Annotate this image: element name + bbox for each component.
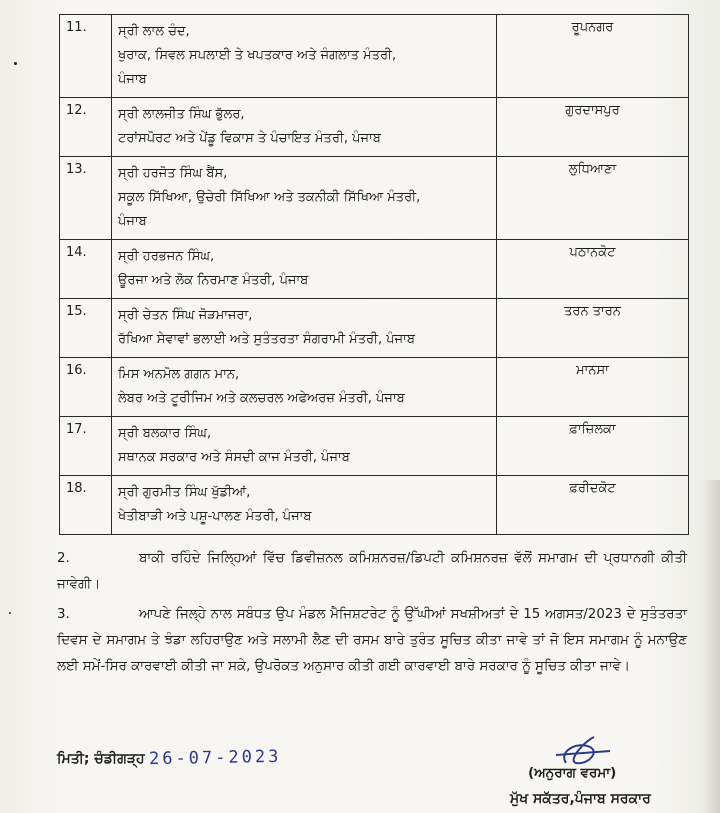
serial-number: 16. bbox=[60, 358, 112, 417]
date-label: ਮਿਤੀ; ਚੰਡੀਗੜ੍ਹ bbox=[57, 751, 145, 767]
official-portfolio: ਖੇਤੀਬਾੜੀ ਅਤੇ ਪਸ਼ੂ-ਪਾਲਣ ਮੰਤਰੀ, ਪੰਜਾਬ bbox=[118, 509, 312, 524]
official-cell bbox=[112, 299, 497, 358]
table-row bbox=[60, 417, 689, 476]
serial-number: 17. bbox=[60, 417, 112, 476]
official-name: ਸ੍ਰੀ ਹਰਭਜਨ ਸਿੰਘ, bbox=[118, 249, 215, 264]
district-name: ਰੂਪਨਗਰ bbox=[497, 15, 689, 98]
table-row bbox=[60, 98, 689, 157]
date-line bbox=[57, 748, 282, 768]
serial-number: 13. bbox=[60, 157, 112, 240]
handwritten-date: 26-07-2023 bbox=[149, 746, 283, 770]
signatory-title: ਮੁੱਖ ਸਕੱਤਰ,ਪੰਜਾਬ ਸਰਕਾਰ bbox=[510, 791, 651, 807]
serial-number: 15. bbox=[60, 299, 112, 358]
district-name: ਫ਼ਰੀਦਕੋਟ bbox=[497, 476, 689, 535]
official-portfolio: ਟਰਾਂਸਪੋਰਟ ਅਤੇ ਪੇਂਡੂ ਵਿਕਾਸ ਤੇ ਪੰਚਾਇਤ ਮੰਤਰੀ, ਪੰਜਾਬ bbox=[118, 131, 381, 146]
official-cell bbox=[112, 15, 497, 98]
scan-speck bbox=[14, 62, 17, 65]
official-portfolio: ਲੇਬਰ ਅਤੇ ਟੂਰੀਜਿਮ ਅਤੇ ਕਲਚਰਲ ਅਫੇਅਰਜ਼ ਮੰਤਰੀ, ਪੰਜਾਬ bbox=[118, 391, 405, 406]
official-name: ਮਿਸ ਅਨਮੋਲ ਗਗਨ ਮਾਨ, bbox=[118, 367, 240, 382]
serial-number: 18. bbox=[60, 476, 112, 535]
official-name: ਸ੍ਰੀ ਗੁਰਮੀਤ ਸਿੰਘ ਖੁੱਡੀਆਂ, bbox=[118, 485, 251, 500]
serial-number: 11. bbox=[60, 15, 112, 98]
paragraph-text: ਆਪਣੇ ਜਿਲ੍ਹੇ ਨਾਲ ਸਬੰਧਤ ਉਪ ਮੰਡਲ ਮੈਜਿਸ਼ਟਰੇਟ ਨੂੰ ਉੱਘੀਆਂ ਸਖਸ਼ੀਅਤਾਂ ਦੇ 15 ਅਗਸਤ/2023 ਦੇ ਸੁਤੰਤਰਤਾ ਦਿਵਸ ਦੇ ਸਮਾਗਮ ਤੇ ਝੰਡਾ ਲਹਿਰਾਉਣ ਅਤੇ ਸਲਾਮੀ ਲੈਣ ਦੀ ਰਸਮ ਬਾਰੇ ਤੁਰੰਤ ਸੂਚਿਤ ਕੀਤਾ ਜਾਵੇ ਤਾਂ ਜੋ ਇਸ ਸਮਾਗਮ ਨੂੰ ਮਨਾਉਣ ਲਈ ਸਮੇਂ-ਸਿਰ ਕਾਰਵਾਈ ਕੀਤੀ ਜਾ ਸਕੇ, ਉਪਰੋਕਤ ਅਨੁਸਾਰ ਕੀਤੀ ਗਈ ਕਾਰਵਾਈ ਬਾਰੇ ਸਰਕਾਰ ਨੂੰ ਸੂਚਿਤ ਕੀਤਾ ਜਾਵੇ। bbox=[57, 607, 687, 674]
page-edge-shadow bbox=[702, 480, 720, 813]
district-name: ਗੁਰਦਾਸਪੁਰ bbox=[497, 98, 689, 157]
official-portfolio: ਊਰਜਾ ਅਤੇ ਲੋਕ ਨਿਰਮਾਣ ਮੰਤਰੀ, ਪੰਜਾਬ bbox=[118, 273, 309, 288]
officials-table bbox=[59, 14, 689, 535]
official-portfolio: ਪੰਜਾਬ bbox=[118, 214, 147, 229]
official-portfolio: ਸਕੂਲ ਸਿੱਖਿਆ, ਉਚੇਰੀ ਸਿੱਖਿਆ ਅਤੇ ਤਕਨੀਕੀ ਸਿੱਖਿਆ ਮੰਤਰੀ, bbox=[118, 190, 421, 205]
table-row bbox=[60, 358, 689, 417]
district-name: ਤਰਨ ਤਾਰਨ bbox=[497, 299, 689, 358]
official-portfolio: ਖੁਰਾਕ, ਸਿਵਲ ਸਪਲਾਈ ਤੇ ਖਪਤਕਾਰ ਅਤੇ ਜੰਗਲਾਤ ਮੰਤਰੀ, bbox=[118, 48, 397, 63]
serial-number: 12. bbox=[60, 98, 112, 157]
scan-speck bbox=[9, 612, 11, 614]
table-row bbox=[60, 157, 689, 240]
official-name: ਸ੍ਰੀ ਹਰਜੋਤ ਸਿੰਘ ਬੈਂਸ, bbox=[118, 166, 228, 181]
paragraph-number: 3. bbox=[57, 607, 70, 622]
signatory-name: (ਅਨੁਰਾਗ ਵਰਮਾ) bbox=[528, 765, 617, 781]
official-portfolio: ਰੱਖਿਆ ਸੇਵਾਵਾਂ ਭਲਾਈ ਅਤੇ ਸੁਤੰਤਰਤਾ ਸੰਗਰਾਮੀ ਮੰਤਰੀ, ਪੰਜਾਬ bbox=[118, 332, 415, 347]
serial-number: 14. bbox=[60, 240, 112, 299]
table-row bbox=[60, 299, 689, 358]
official-portfolio: ਪੰਜਾਬ bbox=[118, 72, 147, 87]
district-name: ਮਾਨਸਾ bbox=[497, 358, 689, 417]
table-row bbox=[60, 15, 689, 98]
paragraph-number: 2. bbox=[57, 551, 70, 566]
district-name: ਫ਼ਾਜ਼ਿਲਕਾ bbox=[497, 417, 689, 476]
paragraph-2 bbox=[57, 546, 687, 598]
district-name: ਪਠਾਨਕੋਟ bbox=[497, 240, 689, 299]
official-portfolio: ਸਥਾਨਕ ਸਰਕਾਰ ਅਤੇ ਸੰਸਦੀ ਕਾਜ ਮੰਤਰੀ, ਪੰਜਾਬ bbox=[118, 450, 350, 465]
official-cell bbox=[112, 476, 497, 535]
official-name: ਸ੍ਰੀ ਲਾਲਜੀਤ ਸਿੰਘ ਭੁੱਲਰ, bbox=[118, 107, 245, 122]
official-cell bbox=[112, 417, 497, 476]
official-cell bbox=[112, 98, 497, 157]
district-name: ਲੁਧਿਆਣਾ bbox=[497, 157, 689, 240]
official-cell bbox=[112, 157, 497, 240]
table-row bbox=[60, 240, 689, 299]
paragraph-text: ਬਾਕੀ ਰਹਿੰਦੇ ਜਿਲ੍ਹਿਆਂ ਵਿੱਚ ਡਿਵੀਜ਼ਨਲ ਕਮਿਸ਼ਨਰਜ਼/ਡਿਪਟੀ ਕਮਿਸ਼ਨਰਜ਼ ਵੱਲੋਂ ਸਮਾਗਮ ਦੀ ਪ੍ਰਧਾਨਗੀ ਕੀਤੀ ਜਾਵੇਗੀ। bbox=[57, 551, 687, 592]
official-name: ਸ੍ਰੀ ਲਾਲ ਚੰਦ, bbox=[118, 24, 190, 39]
table-row bbox=[60, 476, 689, 535]
official-cell bbox=[112, 240, 497, 299]
paragraph-3 bbox=[57, 602, 687, 680]
official-name: ਸ੍ਰੀ ਬਲਕਾਰ ਸਿੰਘ, bbox=[118, 426, 212, 441]
official-name: ਸ੍ਰੀ ਚੇਤਨ ਸਿੰਘ ਜੋੜਮਾਜਰਾ, bbox=[118, 308, 253, 323]
official-cell bbox=[112, 358, 497, 417]
